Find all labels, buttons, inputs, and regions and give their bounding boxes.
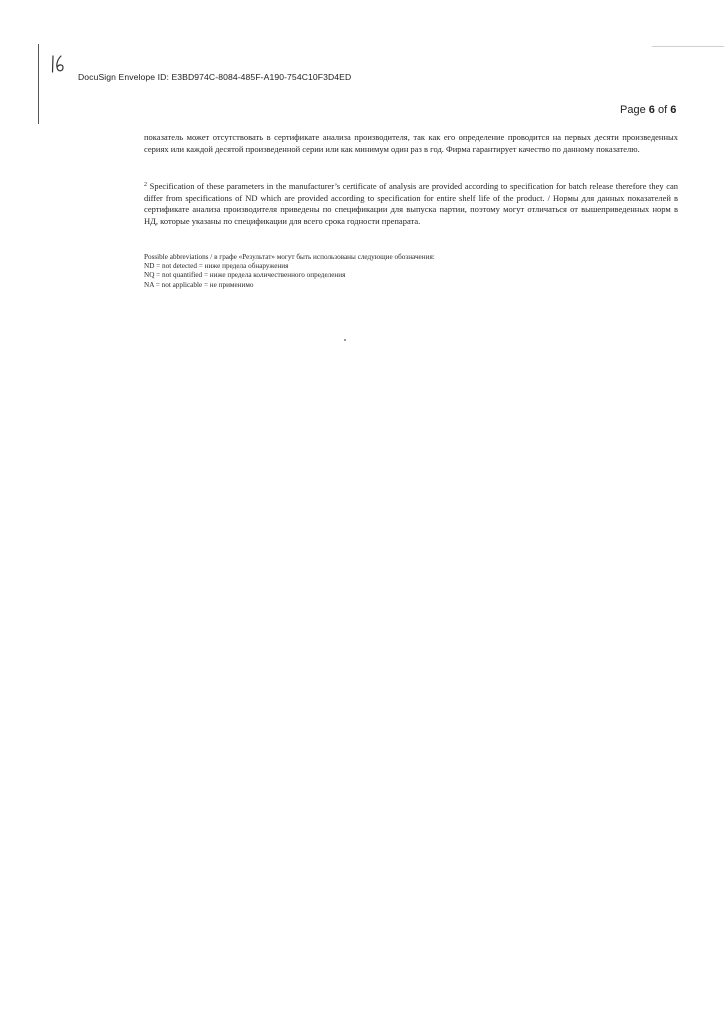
abbreviation-item-na: NA = not applicable = не применимо: [144, 280, 254, 289]
abbreviation-item-nd: ND = not detected = ниже предела обнаружения: [144, 262, 289, 271]
scan-edge-top-right: [652, 46, 724, 47]
footnote-2-paragraph: [144, 181, 678, 227]
handwritten-page-mark: [50, 53, 68, 75]
footnote-continued-paragraph: показатель может отсутствовать в сертификате анализа производителя, так как его определение проводится на первых десяти произведенных сериях или каждой десятой произведенной серии или как минимум один раз в год. Фирма гарантирует качество по данному показателю.: [144, 132, 678, 154]
footnote-marker: 2: [144, 182, 147, 188]
page-number: [620, 104, 676, 116]
abbreviations-heading: Possible abbreviations / в графе «Результат» могут быть использованы следующие обозначения:: [144, 253, 435, 261]
scan-edge-left: [38, 44, 39, 124]
page-total: 6: [670, 104, 677, 116]
page-label: Page: [620, 104, 646, 116]
scan-speck: [344, 339, 346, 341]
abbreviation-item-nq: NQ = not quantified = ниже предела количественного определения: [144, 271, 346, 280]
docusign-envelope-id: DocuSign Envelope ID: E3BD974C-8084-485F-A190-754C10F3D4ED: [78, 72, 352, 82]
page-of: of: [657, 104, 668, 116]
abbreviations-block: [144, 253, 678, 290]
footnote-2-text: Specification of these parameters in the manufacturer’s certificate of analysis are provided according to specification for batch release therefore they can differ from specifications of ND which are provided according to specification for entire shelf life of the product. / Нормы для данных показателей в сертификате анализа производителя приведены по спецификации для выпуска партии, поэтому могут отличаться от вышеприведенных норм в НД, которые указаны по спецификации для всего срока годности препарата.: [144, 181, 678, 226]
page-current: 6: [648, 104, 655, 116]
